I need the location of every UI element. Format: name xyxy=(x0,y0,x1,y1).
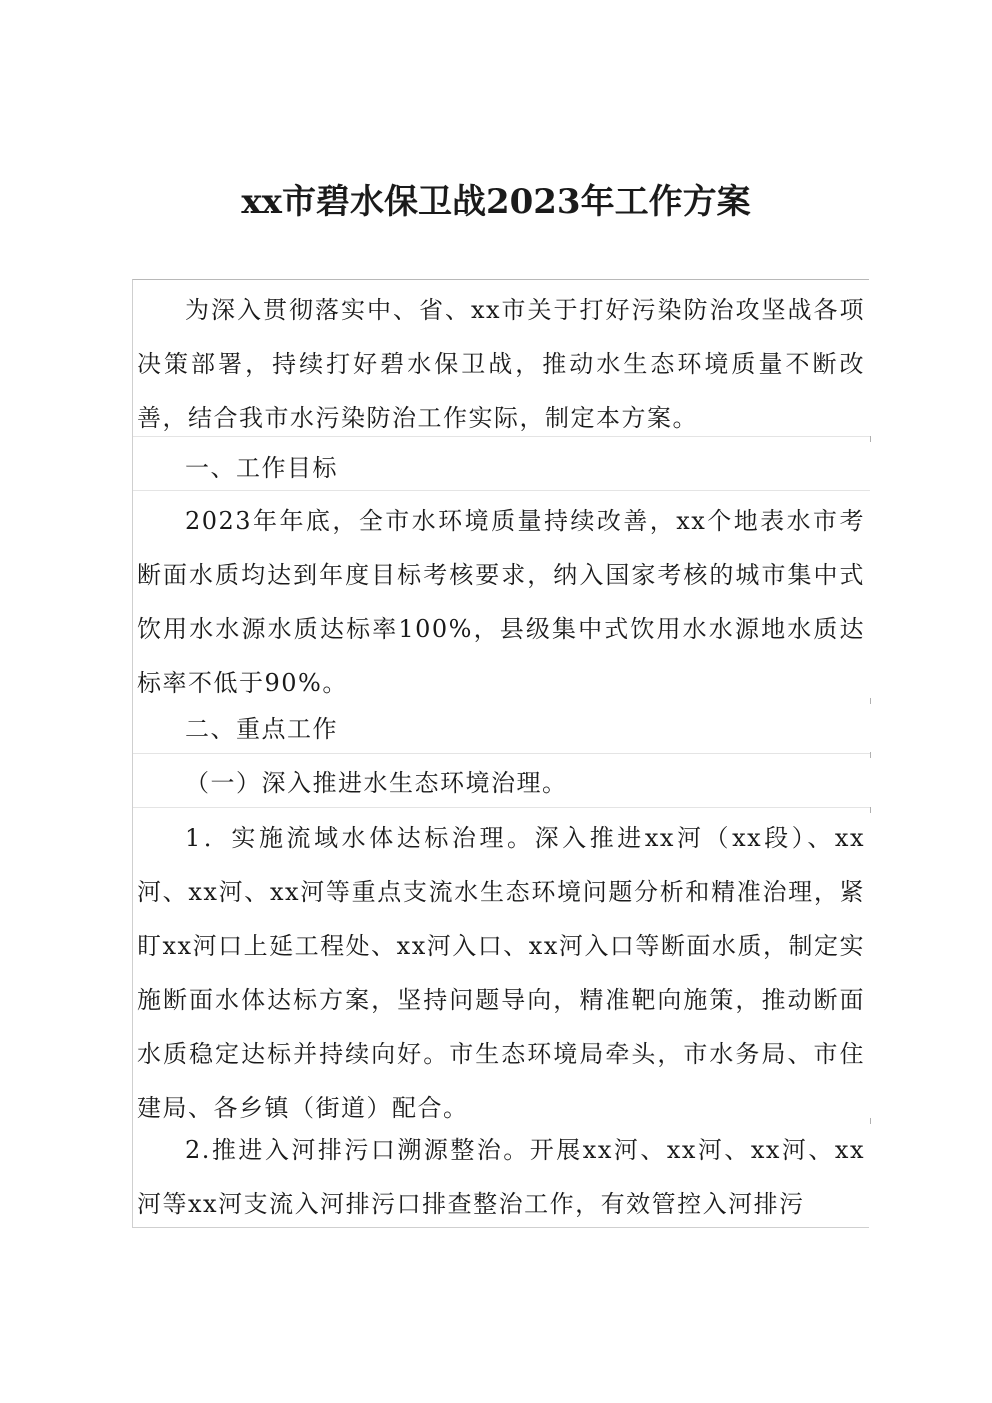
margin-mark xyxy=(870,1118,871,1124)
margin-mark xyxy=(870,752,871,758)
paragraph-divider xyxy=(133,807,870,808)
item-1-paragraph: 1．实施流域水体达标治理。深入推进xx河（xx段）、xx河、xx河、xx河等重点支流水生态环境问题分析和精准治理，紧盯xx河口上延工程处、xx河入口、xx河入口等断面水质，制定实施断面水体达标方案，坚持问题导向，精准靶向施策，推动断面水质稳定达标并持续向好。市生态环境局牵头，市水务局、市住建局、各乡镇（街道）配合。 xyxy=(137,824,865,1122)
intro-paragraph: 为深入贯彻落实中、省、xx市关于打好污染防治攻坚战各项决策部署，持续打好碧水保卫战，推动水生态环境质量不断改善，结合我市水污染防治工作实际，制定本方案。 xyxy=(137,296,865,432)
paragraph-divider xyxy=(133,753,870,754)
section-heading-goals: 一、工作目标 xyxy=(185,454,338,482)
item-2-paragraph: 2.推进入河排污口溯源整治。开展xx河、xx河、xx河、xx河等xx河支流入河排污口排查整治工作，有效管控入河排污 xyxy=(137,1136,865,1218)
goals-paragraph: 2023年年底，全市水环境质量持续改善，xx个地表水市考断面水质均达到年度目标考核要求，纳入国家考核的城市集中式饮用水水源水质达标率100%，县级集中式饮用水水源地水质达标率不低于90%。 xyxy=(137,507,865,697)
section-heading-key-work: 二、重点工作 xyxy=(185,715,338,743)
margin-mark xyxy=(870,436,871,442)
document-body xyxy=(132,279,869,1228)
margin-mark xyxy=(870,807,871,813)
paragraph-divider xyxy=(133,436,870,437)
document-title: xx市碧水保卫战2023年工作方案 xyxy=(241,182,751,222)
subsection-heading-1: （一）深入推进水生态环境治理。 xyxy=(185,769,568,797)
paragraph-divider xyxy=(133,490,870,491)
margin-mark xyxy=(870,698,871,704)
